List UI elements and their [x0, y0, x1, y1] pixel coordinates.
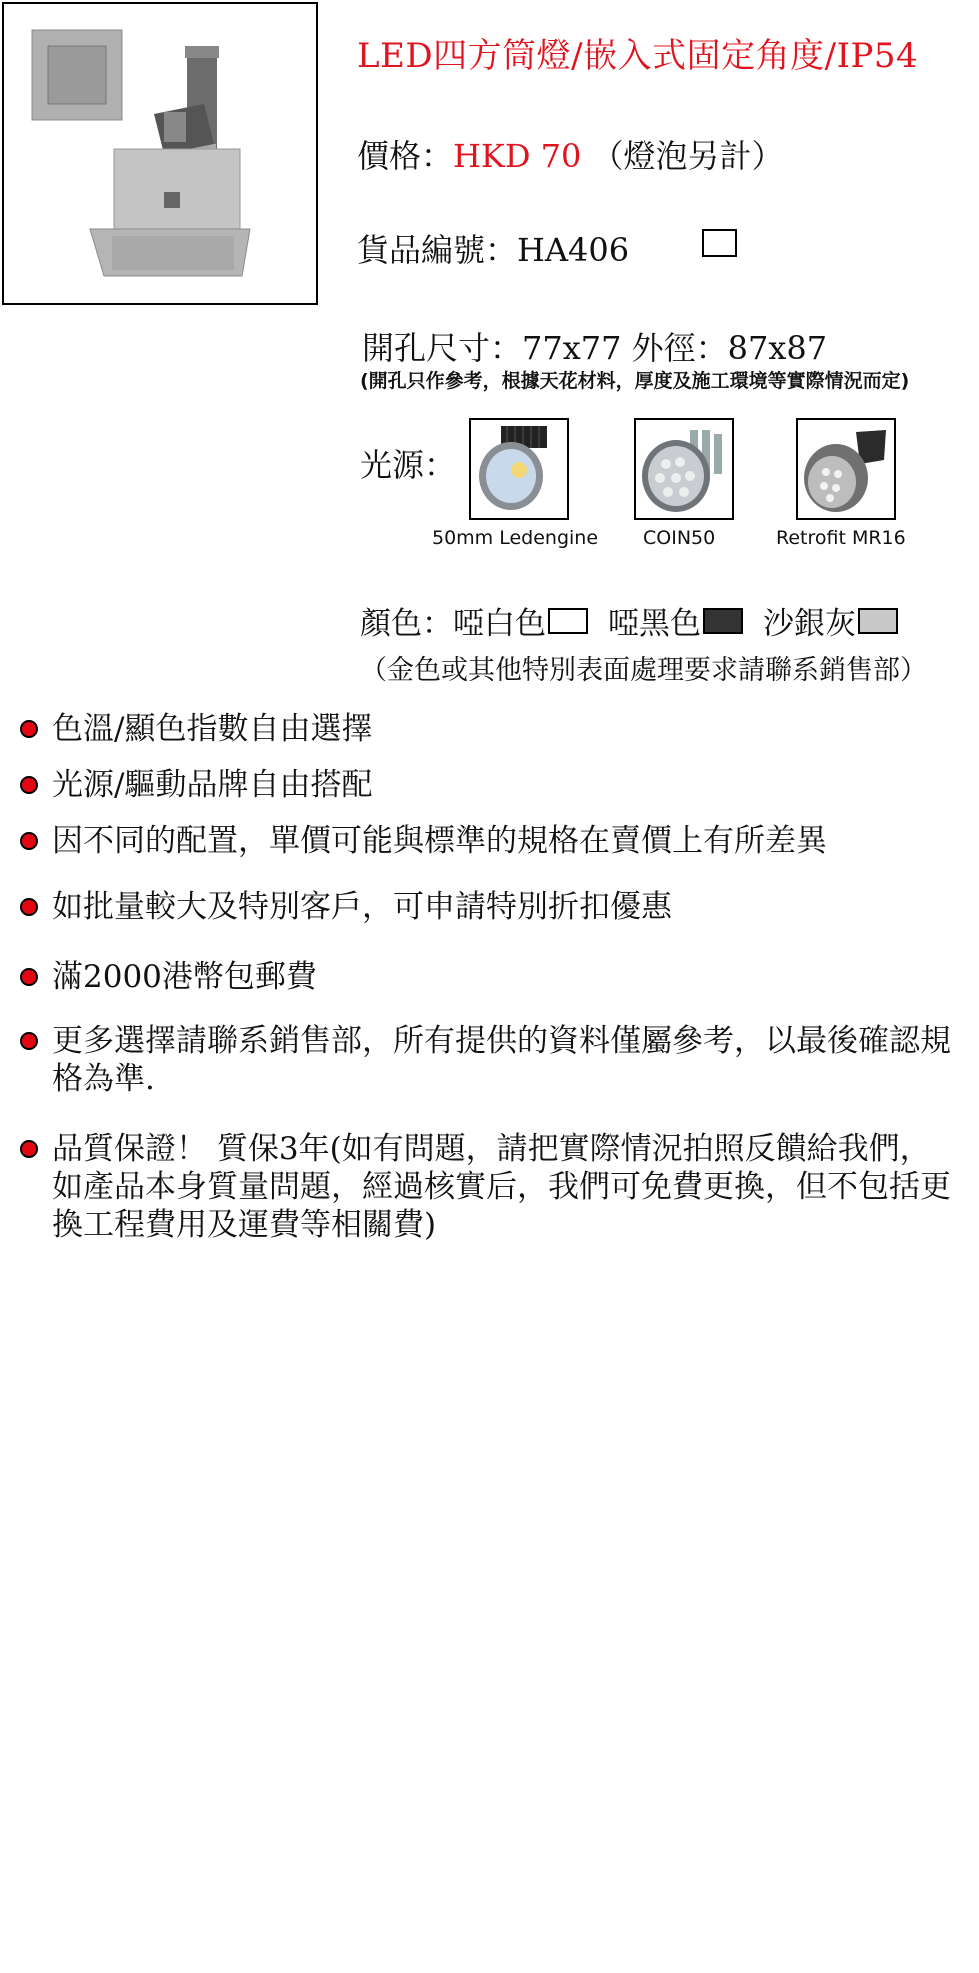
list-item: 更多選擇請聯系銷售部，所有提供的資料僅屬參考，以最後確認規格為準. [20, 1022, 952, 1098]
list-item: 品質保證！ 質保3年(如有問題，請把實際情況拍照反饋給我們，如產品本身質量問題，經過核實后，我們可免費更換，但不包括更換工程費用及運費等相關費) [20, 1130, 952, 1244]
price-line [357, 131, 784, 177]
color-name: 啞白色 [453, 606, 546, 642]
color-options [360, 598, 918, 643]
product-title: LED四方筒燈/嵌入式固定角度/IP54 [357, 36, 919, 76]
price-note: （燈泡另計） [591, 137, 784, 175]
price-label: 價格： [357, 137, 454, 175]
bullet-dot-icon [20, 1140, 38, 1158]
list-item: 色溫/顯色指數自由選擇 [20, 710, 372, 748]
product-photo [2, 2, 318, 305]
color-swatch-silver [858, 608, 898, 634]
price-value: HKD 70 [453, 137, 582, 175]
color-name: 沙銀灰 [763, 606, 856, 642]
color-name: 啞黑色 [608, 606, 701, 642]
color-swatch-white [548, 608, 588, 634]
mr16-lamp-icon [798, 420, 894, 518]
bullet-dot-icon [20, 968, 38, 986]
model-value: HA406 [517, 231, 630, 269]
list-item: 如批量較大及特別客戶，可申請特別折扣優惠 [20, 888, 672, 926]
list-item: 滿2000港幣包郵費 [20, 958, 317, 996]
light-source-caption: 50mm Ledengine [432, 527, 599, 549]
bullet-dot-icon [20, 898, 38, 916]
color-label: 顏色： [360, 606, 453, 642]
light-source-ledengine [469, 418, 569, 520]
model-line [357, 225, 629, 271]
color-note: （金色或其他特別表面處理要求請聯系銷售部） [360, 655, 927, 686]
ledengine-module-icon [471, 420, 567, 518]
model-label: 貨品編號： [357, 231, 518, 269]
light-source-caption: Retrofit MR16 [776, 527, 906, 549]
light-source-caption: COIN50 [643, 527, 716, 549]
coin50-module-icon [636, 420, 732, 518]
light-source-label: 光源： [360, 446, 457, 484]
cutout-size: 開孔尺寸：77x77 外徑：87x87 [362, 329, 828, 367]
list-item: 光源/驅動品牌自由搭配 [20, 766, 372, 804]
bullet-dot-icon [20, 832, 38, 850]
color-swatch-black [703, 608, 743, 634]
model-checkbox [702, 229, 737, 257]
downlight-product-icon [4, 4, 316, 303]
bullet-dot-icon [20, 720, 38, 738]
bullet-dot-icon [20, 1032, 38, 1050]
light-source-mr16 [796, 418, 896, 520]
bullet-dot-icon [20, 776, 38, 794]
light-source-coin50 [634, 418, 734, 520]
list-item: 因不同的配置，單價可能與標準的規格在賣價上有所差異 [20, 822, 827, 860]
cutout-note: (開孔只作參考，根據天花材料，厚度及施工環境等實際情況而定) [360, 370, 910, 392]
